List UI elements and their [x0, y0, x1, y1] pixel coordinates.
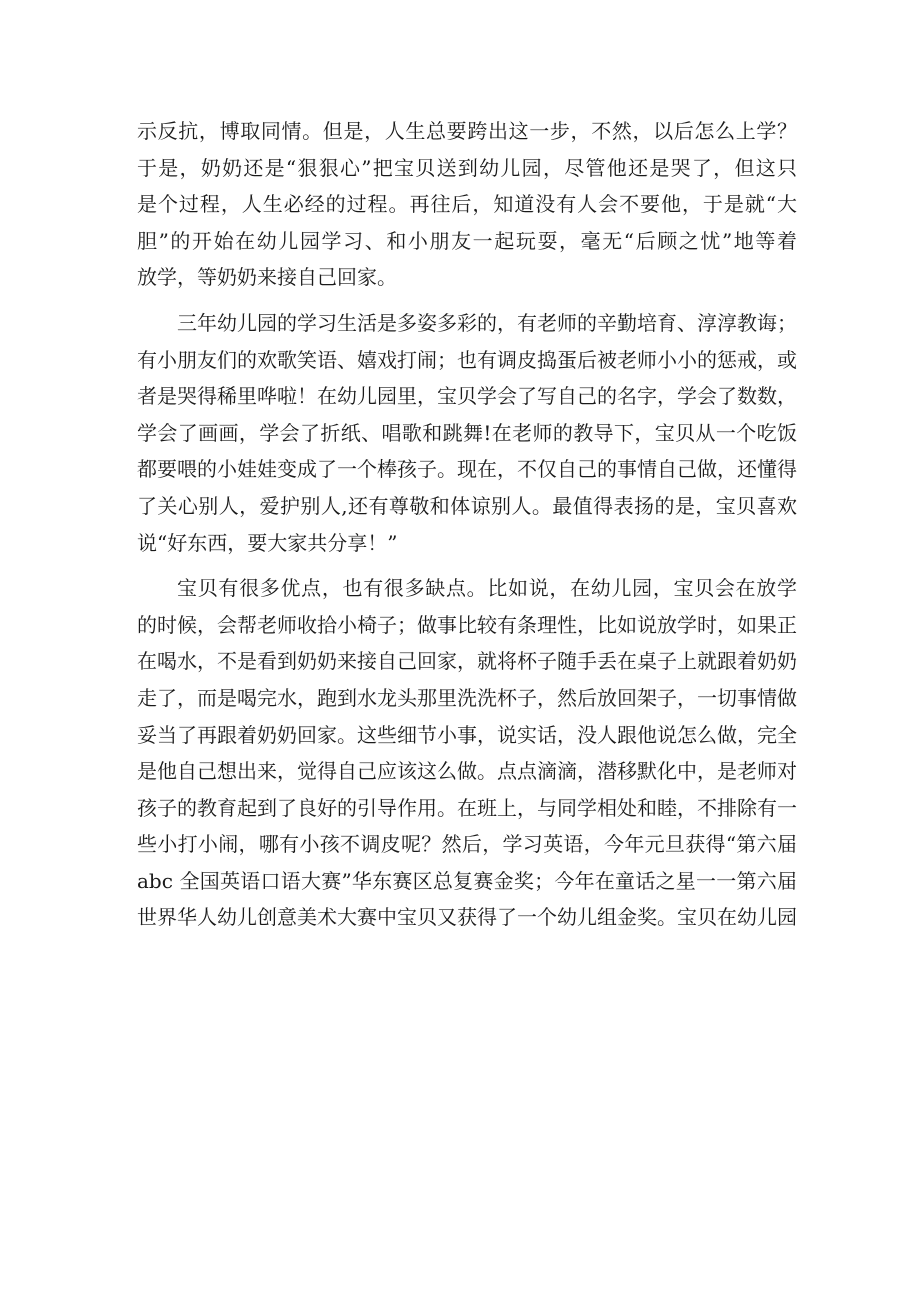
- text-line: 世界华人幼儿创意美术大赛中宝贝又获得了一个幼儿组金奖。宝贝在幼儿园: [137, 905, 797, 930]
- text-line: 胆”的开始在幼儿园学习、和小朋友一起玩耍，毫无“后顾之忧”地等着: [137, 228, 797, 253]
- text-line: 者是哭得稀里哗啦！在幼儿园里，宝贝学会了写自己的名字，学会了数数，: [137, 384, 797, 409]
- text-line: 妥当了再跟着奶奶回家。这些细节小事，说实话，没人跟他说怎么做，完全: [137, 722, 797, 747]
- paragraph-1: [137, 113, 797, 296]
- text-line: 些小打小闹，哪有小孩不调皮呢？然后，学习英语，今年元旦获得“第六届: [137, 832, 797, 857]
- paragraph-3: [137, 570, 797, 936]
- document-body: [137, 113, 797, 936]
- text-line: 都要喂的小娃娃变成了一个棒孩子。现在，不仅自己的事情自己做，还懂得: [137, 457, 797, 482]
- text-line: 是他自己想出来，觉得自己应该这么做。点点滴滴，潜移默化中，是老师对: [137, 759, 797, 784]
- text-line: 的时候，会帮老师收拾小椅子；做事比较有条理性，比如说放学时，如果正: [137, 612, 797, 637]
- text-line: 孩子的教育起到了良好的引导作用。在班上，与同学相处和睦，不排除有一: [137, 795, 797, 820]
- text-line: 于是，奶奶还是“狠狠心”把宝贝送到幼儿园，尽管他还是哭了，但这只: [137, 155, 797, 180]
- text-line: 在喝水，不是看到奶奶来接自己回家，就将杯子随手丢在桌子上就跟着奶奶: [137, 649, 797, 674]
- text-line: 放学，等奶奶来接自己回家。: [137, 265, 397, 290]
- text-line: 是个过程，人生必经的过程。再往后，知道没有人会不要他，于是就“大: [137, 192, 797, 217]
- text-line: abc 全国英语口语大赛”华东赛区总复赛金奖；今年在童话之星一一第六届: [137, 868, 797, 893]
- text-line: 有小朋友们的欢歌笑语、嬉戏打闹；也有调皮捣蛋后被老师小小的惩戒，或: [137, 347, 797, 372]
- text-line: 学会了画画，学会了折纸、唱歌和跳舞!在老师的教导下，宝贝从一个吃饭: [137, 420, 797, 445]
- paragraph-2: [137, 305, 797, 561]
- text-line: 了关心别人，爱护别人,还有尊敬和体谅别人。最值得表扬的是，宝贝喜欢: [137, 493, 797, 518]
- text-line: 宝贝有很多优点，也有很多缺点。比如说，在幼儿园，宝贝会在放学: [177, 576, 797, 601]
- text-line: 说“好东西，要大家共分享！”: [137, 530, 398, 555]
- text-line: 走了，而是喝完水，跑到水龙头那里洗洗杯子，然后放回架子，一切事情做: [137, 685, 797, 710]
- text-line: 示反抗，博取同情。但是，人生总要跨出这一步，不然，以后怎么上学？: [137, 119, 797, 143]
- text-line: 三年幼儿园的学习生活是多姿多彩的，有老师的辛勤培育、淳淳教诲；: [177, 310, 797, 335]
